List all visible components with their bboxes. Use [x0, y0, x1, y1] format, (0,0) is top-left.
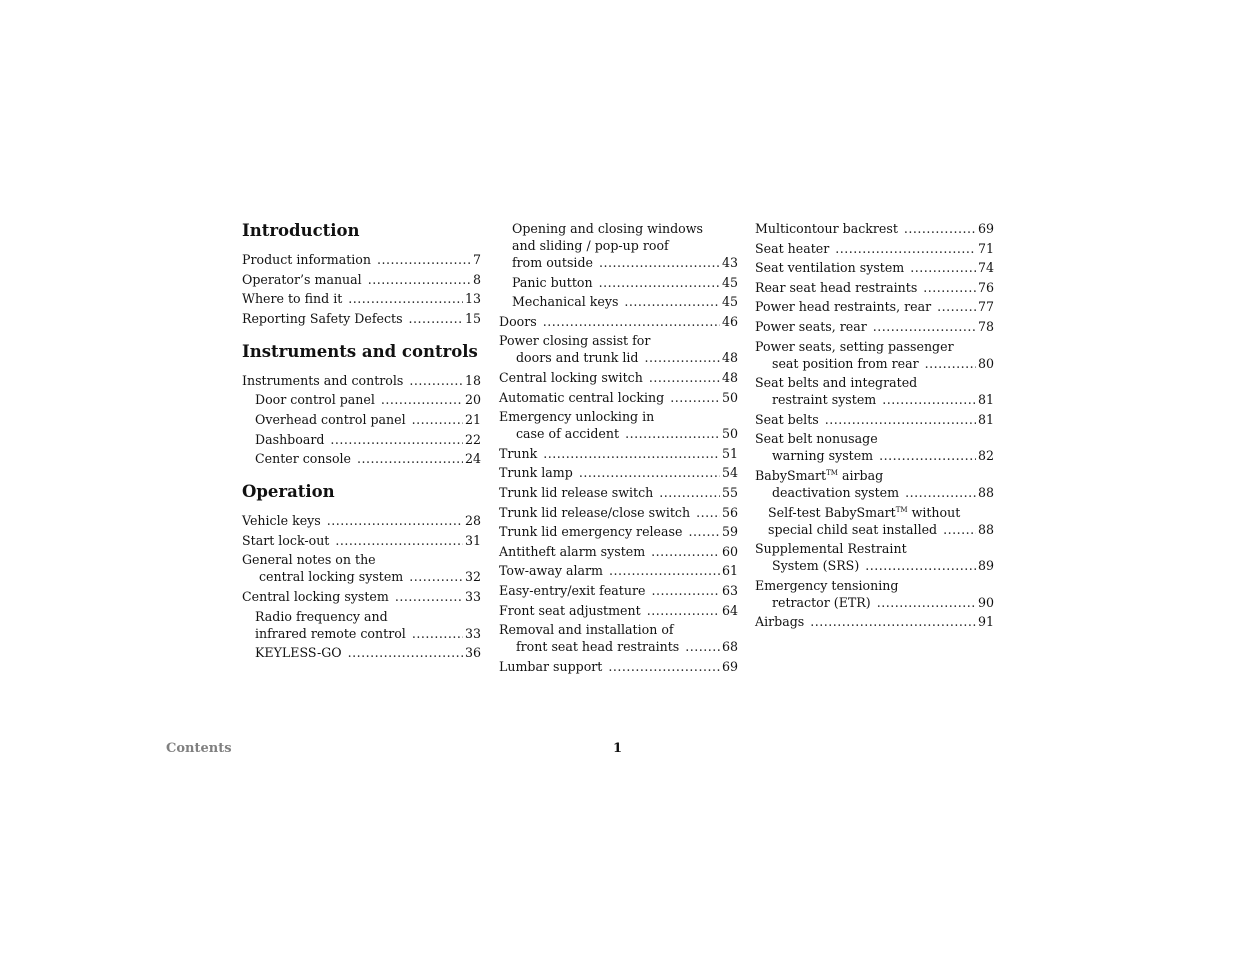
leader-dots: [368, 271, 471, 288]
toc-entry-label: Power seats, rear: [755, 318, 867, 334]
toc-entry-label-first-line: Removal and installation of: [499, 622, 674, 638]
toc-entry-label: Overhead control panel: [255, 411, 406, 427]
toc-entry-page: 88: [977, 521, 994, 537]
toc-entry-label: restraint system: [772, 392, 877, 408]
toc-entry-label: Lumbar support: [499, 658, 603, 674]
toc-entry-page: 31: [464, 532, 481, 548]
toc-entry-page: 55: [721, 484, 738, 500]
leader-dots: [925, 355, 976, 372]
leader-dots: [409, 568, 463, 585]
leader-dots: [873, 318, 976, 335]
toc-entry-label: Trunk lamp: [499, 465, 573, 481]
toc-entry-tow-away-alarm[interactable]: [499, 562, 738, 579]
toc-entry-label-second-line: and sliding / pop-up roof: [512, 238, 669, 253]
leader-dots: [877, 594, 976, 611]
toc-entry-page: 89: [977, 558, 994, 574]
toc-entry-label-first-line: Supplemental Restraint: [755, 541, 907, 557]
toc-entry-keyless-go[interactable]: [242, 644, 481, 661]
toc-entry-label: Multicontour backrest: [755, 221, 898, 236]
toc-entry-page: 43: [721, 255, 738, 270]
toc-entry-page: 20: [464, 392, 481, 408]
toc-entry-self-test-babysmart[interactable]: [755, 504, 994, 538]
leader-dots: [625, 425, 720, 442]
toc-entry-rear-seat-head-restraints[interactable]: [755, 279, 994, 296]
toc-entry-center-console[interactable]: [242, 450, 481, 467]
leader-dots: [330, 431, 463, 448]
toc-entry-page: 45: [721, 294, 738, 310]
toc-entry-label: Reporting Safety Defects: [242, 310, 403, 326]
toc-entry-page: 71: [977, 240, 994, 256]
toc-entry-power-seats-passenger[interactable]: [755, 338, 994, 372]
leader-dots: [647, 602, 720, 619]
leader-dots: [335, 532, 463, 549]
toc-entry-page: 81: [977, 411, 994, 427]
toc-entry-power-seats-rear[interactable]: [755, 318, 994, 335]
toc-entry-trunk-lid-emergency-release[interactable]: [499, 523, 738, 540]
toc-list-column-3: [755, 220, 994, 630]
toc-entry-label: from outside: [512, 255, 593, 270]
toc-entry-label: special child seat installed: [768, 521, 938, 537]
toc-entry-page: 90: [977, 594, 994, 610]
toc-entry-label-part: Self-test BabySmart: [768, 504, 896, 520]
toc-entry-start-lock-out[interactable]: [242, 532, 481, 549]
leader-dots: [835, 240, 976, 257]
toc-entry-label: Airbags: [755, 614, 805, 630]
toc-entry-label: Seat belts: [755, 411, 819, 427]
leader-dots: [825, 411, 976, 428]
footer-section-label: Contents: [166, 741, 232, 756]
toc-entry-page: 69: [977, 221, 994, 236]
leader-dots: [624, 293, 720, 310]
toc-entry-label-first-line: Power closing assist for: [499, 333, 651, 349]
toc-entry-label: deactivation system: [772, 484, 900, 500]
trademark-sup: TM: [895, 505, 908, 514]
toc-entry-page: 61: [721, 563, 738, 579]
toc-entry-page: 33: [464, 625, 481, 641]
toc-entry-page: 74: [977, 260, 994, 276]
toc-entry-doors[interactable]: [499, 313, 738, 330]
toc-entry-page: 48: [721, 350, 738, 366]
toc-entry-label: Central locking system: [242, 588, 389, 604]
toc-entry-page: 88: [977, 484, 994, 500]
leader-dots: [348, 290, 463, 307]
toc-entry-page: 7: [472, 252, 481, 267]
toc-entry-panic-button[interactable]: [499, 274, 738, 291]
toc-entry-page: 32: [464, 569, 481, 585]
toc-entry-label: infrared remote control: [255, 625, 406, 641]
toc-entry-emergency-tensioning[interactable]: [755, 577, 994, 611]
leader-dots: [543, 313, 720, 330]
toc-entry-power-closing-assist[interactable]: [499, 332, 738, 366]
toc-entry-page: 50: [721, 389, 738, 405]
toc-entry-product-information[interactable]: [242, 251, 481, 268]
toc-entry-label: front seat head restraints: [516, 639, 680, 655]
toc-entry-label: Tow-away alarm: [499, 563, 603, 579]
toc-column-1: [242, 220, 481, 664]
toc-entry-page: 24: [464, 451, 481, 467]
leader-dots: [377, 251, 471, 268]
section-heading-instruments-and-controls: Instruments and controls: [242, 341, 478, 361]
toc-list-column-2: [499, 220, 738, 675]
leader-dots: [651, 582, 720, 599]
toc-entry-label: Where to find it: [242, 291, 343, 307]
toc-entry-page: 77: [977, 299, 994, 315]
toc-entry-radio-frequency-remote[interactable]: [242, 608, 481, 642]
toc-entry-label: Dashboard: [255, 431, 325, 447]
toc-entry-label-first-line: [768, 504, 994, 521]
leader-dots: [543, 445, 720, 462]
toc-entry-label-first-line: Seat belt nonusage: [755, 431, 878, 447]
leader-dots: [644, 349, 720, 366]
toc-entry-instruments-and-controls[interactable]: [242, 372, 481, 389]
toc-entry-label: Antitheft alarm system: [499, 543, 646, 559]
toc-entry-label: Front seat adjustment: [499, 602, 641, 618]
toc-entry-trunk-lamp[interactable]: [499, 464, 738, 481]
toc-entry-emergency-unlocking[interactable]: [499, 408, 738, 442]
toc-entry-label: Mechanical keys: [512, 294, 619, 310]
toc-entry-label: central locking system: [259, 569, 404, 585]
section-heading-introduction: Introduction: [242, 221, 360, 240]
leader-dots: [412, 411, 463, 428]
toc-entry-label: Trunk lid release/close switch: [499, 504, 691, 520]
toc-entry-label-first-line: [755, 467, 994, 484]
toc-entry-babysmart-airbag[interactable]: [755, 467, 994, 501]
toc-entry-page: 64: [721, 602, 738, 618]
toc-entry-page: 56: [721, 504, 738, 520]
toc-entry-label: Panic button: [512, 274, 593, 290]
toc-entry-page: 28: [464, 513, 481, 529]
toc-entry-power-head-restraints-rear[interactable]: [755, 298, 994, 315]
toc-entry-page: 22: [464, 431, 481, 447]
toc-entry-door-control-panel[interactable]: [242, 391, 481, 408]
toc-entry-trunk-lid-release-switch[interactable]: [499, 484, 738, 501]
toc-entry-page: 50: [721, 426, 738, 442]
toc-entry-label-first-line: Seat belts and integrated: [755, 375, 918, 391]
toc-entry-label: Instruments and controls: [242, 372, 404, 388]
toc-entry-page: 91: [977, 614, 994, 630]
toc-entry-supplemental-restraint[interactable]: [755, 540, 994, 574]
leader-dots: [579, 464, 720, 481]
leader-dots: [395, 588, 463, 605]
toc-entry-trunk[interactable]: [499, 445, 738, 462]
toc-entry-page: 18: [464, 372, 481, 388]
leader-dots: [905, 484, 976, 501]
toc-entry-label: Center console: [255, 451, 352, 467]
toc-entry-label: Doors: [499, 313, 537, 329]
toc-entry-page: 13: [464, 291, 481, 307]
toc-entry-label: Trunk: [499, 445, 538, 461]
toc-entry-page: 80: [977, 355, 994, 371]
toc-column-2: [499, 220, 738, 677]
toc-entry-seat-heater[interactable]: [755, 240, 994, 257]
leader-dots: [688, 523, 720, 540]
leader-dots: [381, 391, 463, 408]
toc-entry-label-part: BabySmart: [755, 467, 827, 483]
toc-entry-label: Easy-entry/exit feature: [499, 582, 646, 598]
toc-column-3: [755, 220, 994, 633]
section-heading-operation: Operation: [242, 482, 335, 502]
leader-dots: [599, 254, 720, 271]
toc-entry-page: 76: [977, 279, 994, 295]
toc-entry-front-seat-adjustment[interactable]: [499, 602, 738, 619]
toc-entry-windows-from-outside[interactable]: [499, 220, 738, 271]
toc-entry-label: case of accident: [516, 426, 620, 442]
leader-dots: [348, 644, 463, 661]
leader-dots: [649, 369, 720, 386]
leader-dots: [609, 562, 720, 579]
toc-entry-label: Central locking switch: [499, 369, 643, 385]
toc-entry-label: System (SRS): [772, 558, 860, 574]
toc-entry-label-first-line: Radio frequency and: [255, 608, 388, 624]
toc-entry-page: 59: [721, 524, 738, 540]
toc-entry-central-locking-switch[interactable]: [499, 369, 738, 386]
leader-dots: [923, 279, 976, 296]
toc-entry-label-first-line: Emergency tensioning: [755, 577, 899, 593]
toc-entry-label-first-line: Emergency unlocking in: [499, 409, 655, 425]
toc-entry-page: 33: [464, 588, 481, 604]
toc-entry-label: Seat ventilation system: [755, 260, 905, 276]
toc-entry-dashboard[interactable]: [242, 431, 481, 448]
leader-dots: [904, 220, 976, 237]
toc-entry-mechanical-keys[interactable]: [499, 293, 738, 310]
leader-dots: [810, 613, 976, 630]
leader-dots: [599, 274, 720, 291]
leader-dots: [608, 658, 720, 675]
leader-dots: [409, 372, 463, 389]
toc-entry-page: 54: [721, 465, 738, 481]
toc-entry-page: 60: [721, 543, 738, 559]
toc-entry-label: Door control panel: [255, 392, 375, 408]
toc-entry-airbags[interactable]: [755, 613, 994, 630]
toc-entry-label: Power head restraints, rear: [755, 299, 932, 315]
toc-entry-label-part: without: [907, 504, 961, 520]
toc-entry-page: 69: [721, 658, 738, 674]
leader-dots: [327, 512, 463, 529]
toc-entry-label: Trunk lid emergency release: [499, 524, 683, 540]
toc-entry-label: warning system: [772, 448, 874, 464]
toc-entry-label: Product information: [242, 252, 371, 267]
toc-entry-page: 46: [721, 313, 738, 329]
toc-entry-label-first-line: Power seats, setting passenger: [755, 338, 954, 354]
toc-entry-page: 36: [464, 645, 481, 661]
toc-entry-label: Automatic central locking: [499, 389, 665, 405]
toc-entry-label: seat position from rear: [772, 355, 919, 371]
leader-dots: [685, 638, 720, 655]
toc-entry-label: retractor (ETR): [772, 594, 871, 610]
toc-entry-page: 63: [721, 582, 738, 598]
leader-dots: [659, 484, 720, 501]
toc-entry-overhead-control-panel[interactable]: [242, 411, 481, 428]
toc-list-instruments: [242, 372, 481, 467]
toc-entry-removal-head-restraints[interactable]: [499, 621, 738, 655]
toc-entry-label: Seat heater: [755, 240, 830, 256]
toc-entry-page: 78: [977, 318, 994, 334]
leader-dots: [670, 389, 720, 406]
toc-entry-central-locking-system[interactable]: [242, 588, 481, 605]
toc-entry-where-to-find-it[interactable]: [242, 290, 481, 307]
toc-entry-page: 81: [977, 392, 994, 408]
leader-dots: [879, 447, 976, 464]
leader-dots: [357, 450, 463, 467]
toc-entry-page: 45: [721, 274, 738, 290]
toc-entry-label: doors and trunk lid: [516, 350, 639, 366]
toc-entry-easy-entry-exit[interactable]: [499, 582, 738, 599]
toc-entry-label: Rear seat head restraints: [755, 279, 918, 295]
footer-page-number: 1: [613, 741, 623, 756]
toc-entry-page: 21: [464, 411, 481, 427]
toc-entry-page: 51: [721, 445, 738, 461]
toc-entry-page: 68: [721, 639, 738, 655]
toc-entry-seat-belts[interactable]: [755, 411, 994, 428]
toc-entry-seat-belts-integrated[interactable]: [755, 374, 994, 408]
toc-entry-seat-ventilation-system[interactable]: [755, 259, 994, 276]
toc-entry-antitheft-alarm-system[interactable]: [499, 543, 738, 560]
toc-entry-seat-belt-nonusage[interactable]: [755, 430, 994, 464]
leader-dots: [937, 298, 976, 315]
toc-list-introduction: [242, 251, 481, 327]
toc-entry-label: Operator’s manual: [242, 271, 362, 287]
leader-dots: [943, 521, 976, 538]
leader-dots: [696, 504, 720, 521]
leader-dots: [651, 543, 720, 560]
toc-entry-operators-manual[interactable]: [242, 271, 481, 288]
toc-entry-label-part: airbag: [837, 467, 884, 483]
toc-entry-general-notes-central-locking[interactable]: [242, 551, 481, 585]
toc-entry-trunk-lid-release-close-switch[interactable]: [499, 504, 738, 521]
toc-entry-label: KEYLESS-GO: [255, 645, 342, 661]
leader-dots: [412, 625, 463, 642]
toc-entry-automatic-central-locking[interactable]: [499, 389, 738, 406]
toc-entry-lumbar-support[interactable]: [499, 658, 738, 675]
toc-entry-page: 82: [977, 448, 994, 464]
toc-entry-label: Vehicle keys: [242, 513, 321, 529]
toc-entry-page: 15: [464, 310, 481, 326]
toc-entry-multicontour-backrest[interactable]: [755, 220, 994, 237]
leader-dots: [882, 391, 976, 408]
leader-dots: [865, 557, 976, 574]
leader-dots: [409, 310, 463, 327]
toc-entry-reporting-safety-defects[interactable]: [242, 310, 481, 327]
toc-entry-label: Start lock-out: [242, 532, 330, 548]
toc-entry-label-first-line: Opening and closing windows: [512, 221, 703, 236]
trademark-sup: TM: [826, 468, 838, 477]
toc-entry-label: Trunk lid release switch: [499, 484, 654, 500]
toc-entry-vehicle-keys[interactable]: [242, 512, 481, 529]
toc-list-operation: [242, 512, 481, 661]
toc-entry-label-first-line: General notes on the: [242, 552, 376, 568]
toc-entry-page: 48: [721, 369, 738, 385]
leader-dots: [910, 259, 976, 276]
toc-entry-page: 8: [472, 271, 481, 287]
